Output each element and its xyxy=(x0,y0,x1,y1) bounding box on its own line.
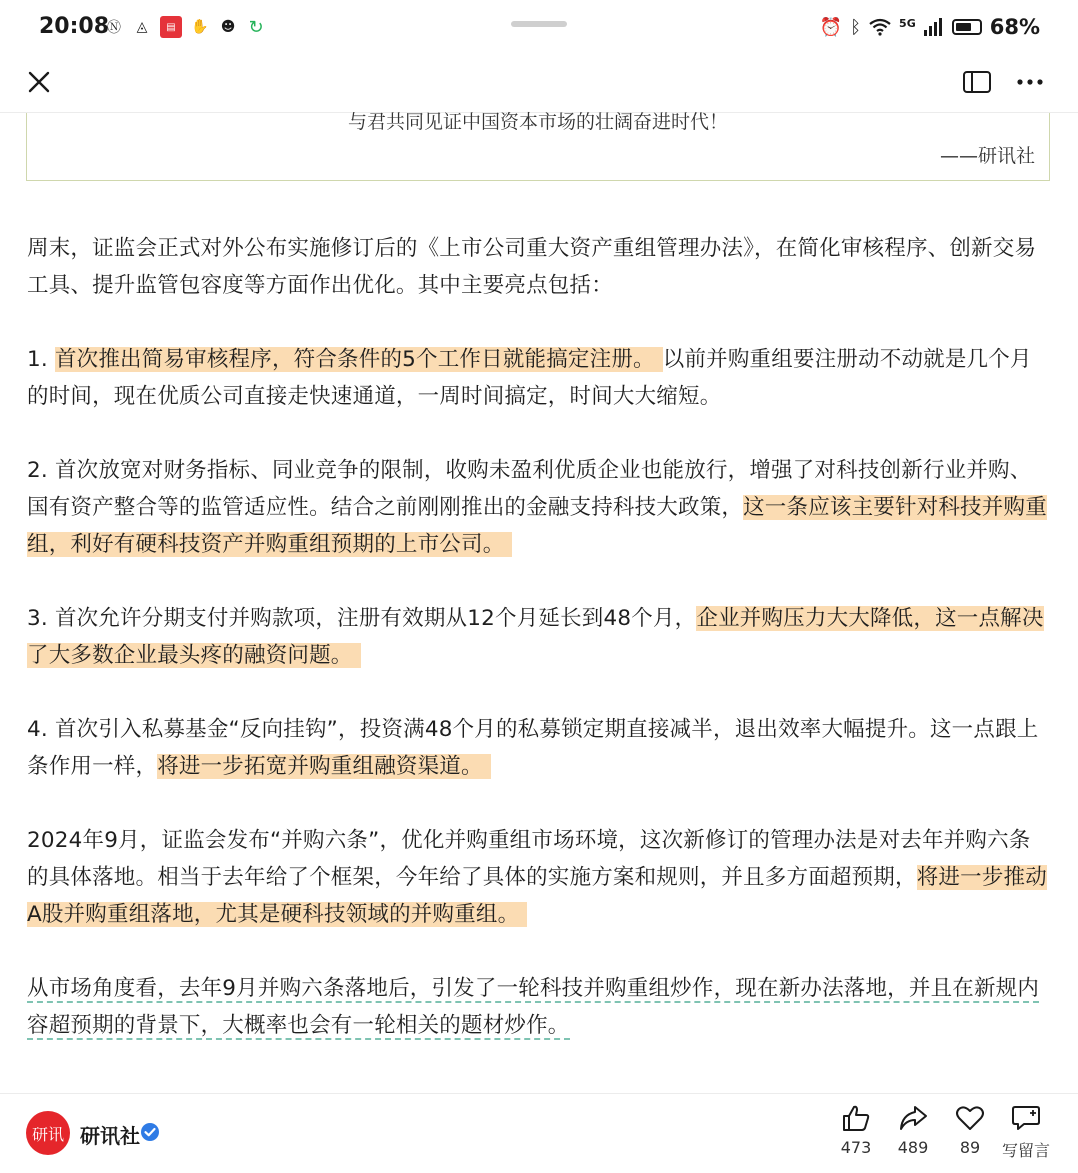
point-2-text: 2. 首次放宽对财务指标、同业竞争的限制，收购未盈利优质企业也能放行，增强了对科技创新行业并购、国有资产整合等的监管适应性。结合之前刚刚推出的金融支持科技大政策， xyxy=(27,458,1032,520)
highlight-background: 将进一步推动A股并购重组落地，尤其是硬科技领域的并购重组。 xyxy=(27,865,1047,927)
system-icons xyxy=(820,15,1040,39)
more-icon[interactable] xyxy=(1012,67,1048,97)
stock-app-icon: ▤ xyxy=(160,16,182,38)
app-notification-icon: ◬ xyxy=(136,19,148,35)
qq-icon: ☻ xyxy=(220,19,236,35)
avatar[interactable]: 研讯 xyxy=(26,1111,70,1155)
point-3-text: 3. 首次允许分期支付并购款项，注册有效期从12个月延长到48个月， xyxy=(27,606,697,631)
paragraph-point-1 xyxy=(27,341,1051,415)
network-label: 5G xyxy=(899,16,916,30)
notification-icons xyxy=(104,16,266,38)
battery-level xyxy=(956,23,971,31)
highlight-point-3: 企业并购压力大大降低，这一点解决了大多数企业最头疼的融资问题。 xyxy=(27,606,1044,668)
status-bar xyxy=(0,0,1078,56)
point-4-text: 4. 首次引入私募基金“反向挂钩”，投资满48个月的私募锁定期直接减半，退出效率大幅提升。这一点跟上条作用一样， xyxy=(27,717,1039,779)
nfc-icon: Ⓝ xyxy=(107,20,121,36)
signal-icon xyxy=(924,18,944,36)
paragraph-background xyxy=(27,822,1051,933)
battery-icon xyxy=(952,19,982,35)
comment-label: 写留言 xyxy=(1001,1141,1050,1160)
highlight-point-2: 这一条应该主要针对科技并购重组，利好有硬科技资产并购重组预期的上市公司。 xyxy=(27,495,1047,557)
favorite-button[interactable] xyxy=(940,1104,1000,1157)
hand-icon: ✋ xyxy=(191,19,209,35)
quote-signature: ——研讯社 xyxy=(939,145,1035,167)
bottom-action-bar xyxy=(0,1093,1078,1173)
like-count: 473 xyxy=(840,1138,872,1157)
reader-mode-icon[interactable] xyxy=(962,67,992,97)
heart-icon xyxy=(955,1104,985,1132)
close-icon[interactable] xyxy=(22,65,56,99)
verified-icon xyxy=(140,1122,160,1142)
quote-line: 与君共同见证中国资本市场的壮阔奋进时代！ xyxy=(347,111,728,133)
author-name[interactable]: 研讯社 xyxy=(80,1124,140,1148)
highlight-point-4: 将进一步拓宽并购重组融资渠道。 xyxy=(157,754,491,779)
point-1-text: 以前并购重组要注册动不动就是几个月的时间，现在优质公司直接走快速通道，一周时间搞定，时间大大缩短。 xyxy=(27,347,1032,409)
like-button[interactable] xyxy=(826,1104,886,1157)
wifi-icon xyxy=(869,18,891,36)
like-icon xyxy=(841,1104,871,1132)
bluetooth-icon: ᛒ xyxy=(850,16,862,38)
comment-icon xyxy=(1011,1104,1041,1132)
share-count: 489 xyxy=(897,1138,929,1157)
background-text: 2024年9月，证监会发布“并购六条”，优化并购重组市场环境，这次新修订的管理办法是对去年并购六条的具体落地。相当于去年给了个框架，今年给了具体的实施方案和规则，并且多方面超预期， xyxy=(27,828,1031,890)
paragraph-intro: 周末，证监会正式对外公布实施修订后的《上市公司重大资产重组管理办法》，在简化审核程序、创新交易工具、提升监管包容度等方面作出优化。其中主要亮点包括： xyxy=(27,236,1037,298)
paragraph-point-2 xyxy=(27,452,1051,563)
battery-percent: 68% xyxy=(989,15,1040,39)
intro-quote-box xyxy=(26,113,1050,181)
paragraph-point-3 xyxy=(27,600,1051,674)
status-time: 20:08 xyxy=(39,14,110,39)
paragraph-market-view xyxy=(27,970,1051,1044)
market-view-text: 从市场角度看，去年9月并购六条落地后，引发了一轮科技并购重组炒作，现在新办法落地，并且在新规内容超预期的背景下，大概率也会有一轮相关的题材炒作。 xyxy=(27,976,1040,1038)
top-bar xyxy=(0,56,1078,113)
comment-button[interactable] xyxy=(996,1104,1056,1161)
sync-icon: ↻ xyxy=(248,16,264,38)
share-button[interactable] xyxy=(883,1104,943,1157)
point-1-prefix: 1. xyxy=(27,347,55,372)
favorite-count: 89 xyxy=(959,1138,981,1157)
paragraph-point-4 xyxy=(27,711,1051,785)
grab-handle[interactable] xyxy=(511,21,567,27)
alarm-icon: ⏰ xyxy=(819,16,843,38)
share-icon xyxy=(898,1104,928,1132)
highlight-point-1: 首次推出简易审核程序，符合条件的5个工作日就能搞定注册。 xyxy=(55,347,663,372)
